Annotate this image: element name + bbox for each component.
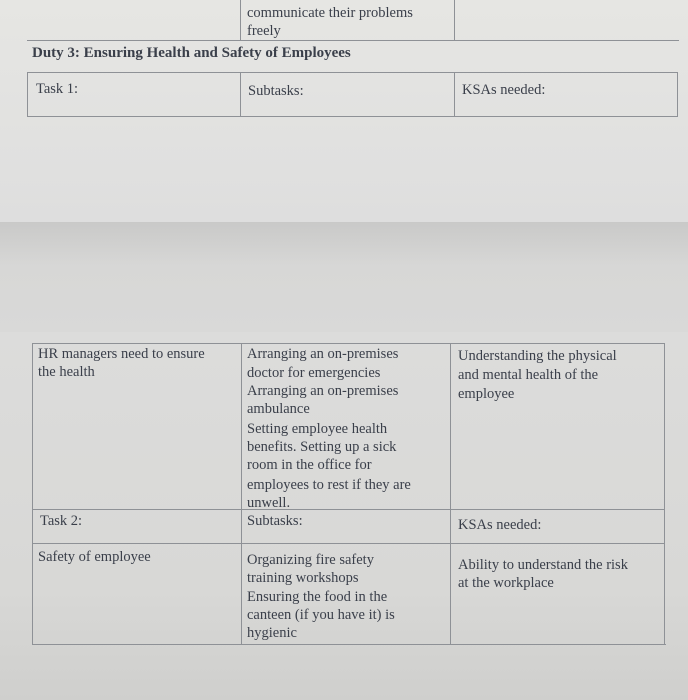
task2-ksa-line: Ability to understand the risk xyxy=(458,557,628,573)
task1-cell-line: HR managers need to ensure xyxy=(38,346,205,362)
task1-subtask-line: room in the office for xyxy=(247,457,372,473)
ksas-header: KSAs needed: xyxy=(462,82,546,98)
task2-cell-line: Safety of employee xyxy=(38,549,151,565)
task1-ksa-line: employee xyxy=(458,386,515,402)
task2-header: Task 2: xyxy=(40,513,83,529)
prev-cell-line: communicate their problems xyxy=(247,5,413,21)
column-divider xyxy=(241,343,242,645)
header-row-divider xyxy=(240,72,241,117)
task1-ksa-line: and mental health of the xyxy=(458,367,599,383)
task2-subtask-line: Organizing fire safety xyxy=(247,552,374,568)
table-left-border xyxy=(32,343,33,645)
task2-subtask-line: hygienic xyxy=(247,625,297,641)
header-row-left-border xyxy=(27,72,28,117)
task1-subtask-line: ambulance xyxy=(247,401,310,417)
task2-subtask-line: training workshops xyxy=(247,570,359,586)
task2-subtask-line: Ensuring the food in the xyxy=(247,589,388,605)
task1-subtask-line: Setting employee health xyxy=(247,421,388,437)
table-right-border xyxy=(664,343,665,645)
task2-subtask-line: canteen (if you have it) is xyxy=(247,607,395,623)
header-row-top-border xyxy=(27,72,677,73)
task1-ksa-line: Understanding the physical xyxy=(458,348,617,364)
task2-header-bottom-border xyxy=(32,543,665,544)
task1-subtask-line: doctor for emergencies xyxy=(247,365,381,381)
task1-header: Task 1: xyxy=(36,81,79,97)
task2-header-top-border xyxy=(32,509,665,510)
header-row-divider xyxy=(454,72,455,117)
duty-row-top-border xyxy=(27,40,679,41)
task1-subtask-line: employees to rest if they are xyxy=(247,477,411,493)
header-row-right-border xyxy=(677,72,678,117)
task2-ksa-line: at the workplace xyxy=(458,575,554,591)
task1-subtask-line: Arranging an on-premises xyxy=(247,383,399,399)
task1-subtask-line: benefits. Setting up a sick xyxy=(247,439,397,455)
prev-row-divider xyxy=(454,0,455,40)
task1-cell-line: the health xyxy=(38,364,95,380)
task2-ksas-header: KSAs needed: xyxy=(458,517,542,533)
subtasks-header: Subtasks: xyxy=(248,83,304,99)
page-gap xyxy=(0,222,688,332)
column-divider xyxy=(450,343,451,645)
prev-row-divider xyxy=(240,0,241,40)
top-page-section xyxy=(0,0,688,222)
task2-subtasks-header: Subtasks: xyxy=(247,513,303,529)
table-bottom-border xyxy=(32,644,666,645)
task1-subtask-line: unwell. xyxy=(247,495,291,511)
header-row-bottom-border xyxy=(27,116,677,117)
task1-row-top-border xyxy=(32,343,664,344)
duty-title: Duty 3: Ensuring Health and Safety of Employees xyxy=(32,45,351,61)
task1-subtask-line: Arranging an on-premises xyxy=(247,346,399,362)
prev-cell-line: freely xyxy=(247,23,281,39)
